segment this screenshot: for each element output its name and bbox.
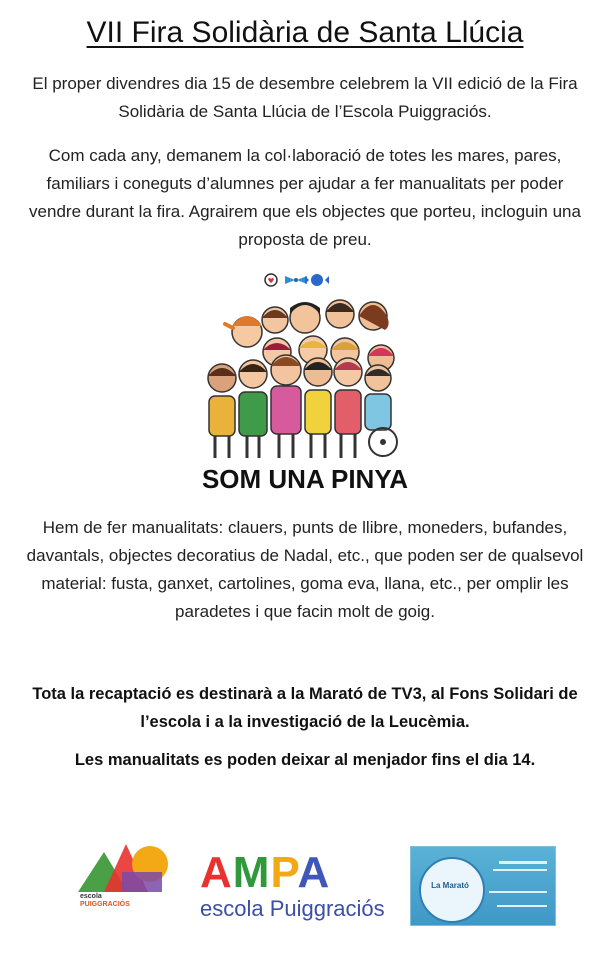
marato-text-line [497,905,547,907]
illustration-caption: SOM UNA PINYA [201,464,409,494]
crafts-paragraph: Hem de fer manualitats: clauers, punts de llibre, moneders, bufandes, davantals, objectes decoratius de Nadal, etc., que poden ser de qualsevol material: fusta, ganxet, cartolines, goma eva, llana, etc., per omplir les paradetes i que facin molt de goig. [26,518,584,621]
ampa-logo [196,850,406,930]
marato-logo-circle [419,857,485,923]
donation-notice: Tota la recaptació es destinarà a la Marató de TV3, al Fons Solidari de l’escola i a la investigació de la Leucèmia. [32,685,578,731]
school-logo-line-2: PUIGGRACIÓS [80,901,130,908]
ampa-letter: M [232,848,271,897]
heart-icon [265,274,277,286]
ampa-wordmark [200,850,330,896]
dropoff-notice: Les manualitats es poden deixar al menjador fins el dia 14. [74,751,536,769]
marato-logo [410,846,556,926]
marato-text-line [499,861,547,864]
candy-icon [305,274,329,286]
bow-icon [285,276,307,284]
intro-paragraph: El proper divendres dia 15 de desembre celebrem la VII edició de la Fira Solidària de Santa Llúcia de l’Escola Puiggraciós. [32,74,578,121]
ampa-letter: A [297,848,331,897]
school-logo [74,838,174,918]
kids-group-illustration [195,266,415,502]
marato-text-line [489,891,547,893]
page-title: VII Fira Solidària de Santa Llúcia [86,16,524,49]
collaboration-paragraph: Com cada any, demanem la col·laboració de totes les mares, pares, familiars i coneguts d’alumnes per ajudar a fer manualitats per poder vendre durant la fira. Agrairem que els objectes que porteu, incloguin una proposta de preu. [29,146,581,249]
ampa-letter: P [270,848,298,897]
school-logo-shapes [74,838,174,894]
ampa-subtitle: escola Puiggraciós [200,896,385,921]
kid-bodies-front-row [208,355,397,458]
marato-text-line [493,869,547,871]
ampa-letter: A [200,848,233,897]
marato-circle-text: La Marató [431,881,469,890]
school-logo-line-1: escola [80,893,102,900]
